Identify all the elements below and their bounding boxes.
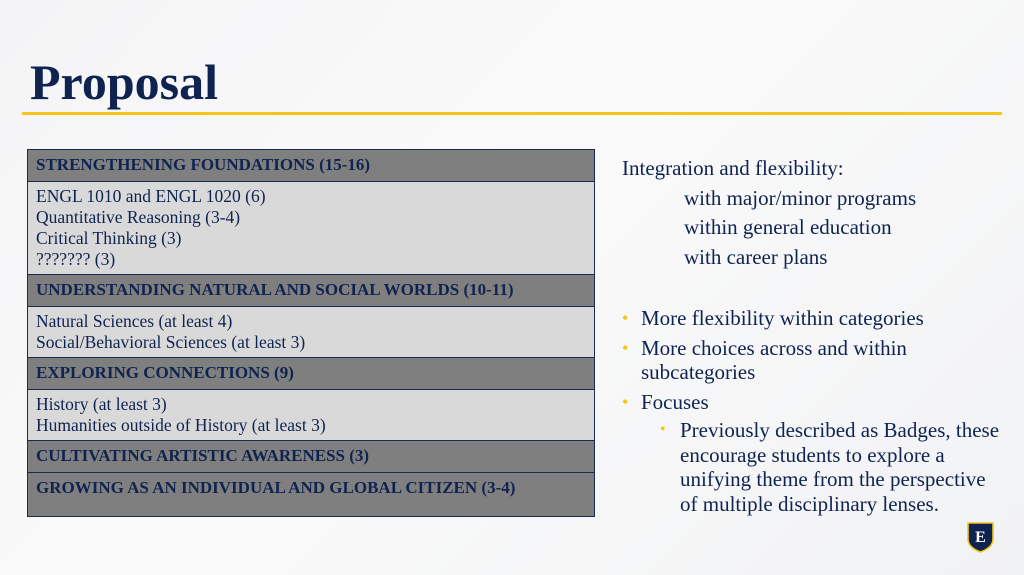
header-cell: CULTIVATING ARTISTIC AWARENESS (3) [28,441,595,473]
title-underline [22,112,1002,115]
sub-bullet-list [641,418,1002,516]
body-cell [28,307,595,358]
header-cell: GROWING AS AN INDIVIDUAL AND GLOBAL CITIZEN (3-4) [28,473,595,517]
shield-logo-icon [966,521,995,553]
header-cell: UNDERSTANDING NATURAL AND SOCIAL WORLDS (10-11) [28,275,595,307]
bullet-list [622,306,1002,516]
requirements-table [27,149,595,517]
course-line: ??????? (3) [36,249,116,269]
table-header-row [28,275,595,307]
table-body-row [28,182,595,275]
logo-letter: E [975,529,986,546]
right-text-panel [622,154,1002,521]
bullet-item [622,306,1002,331]
table-header-row [28,441,595,473]
table-body-row [28,307,595,358]
bullet-dot-icon: • [622,308,629,328]
bullet-text: More choices across and within subcategories [641,335,907,384]
course-line: Critical Thinking (3) [36,228,182,248]
course-line: ENGL 1010 and ENGL 1020 (6) [36,186,266,206]
bullet-dot-icon: • [622,337,629,358]
body-cell [28,390,595,441]
bullet-dot-icon: • [622,391,629,412]
course-line: History (at least 3) [36,394,167,414]
indented-line: with major/minor programs [684,185,917,210]
header-cell: EXPLORING CONNECTIONS (9) [28,358,595,390]
table-header-row [28,358,595,390]
course-line: Social/Behavioral Sciences (at least 3) [36,332,306,352]
bullet-text: Focuses [641,389,709,414]
bullet-dot-icon: • [660,421,666,438]
indented-line: with career plans [684,244,828,269]
sub-bullet-item [641,418,1002,516]
table-header-row [28,473,595,517]
course-line: Quantitative Reasoning (3-4) [36,207,241,227]
course-line: Natural Sciences (at least 4) [36,311,233,331]
bullet-item [622,336,1002,385]
table-header-row [28,150,595,182]
sub-bullet-text: Previously described as Badges, these encourage students to explore a unifying theme from the perspective of multiple disciplinary lenses. [680,418,1000,516]
bullet-item [622,390,1002,517]
slide-title: Proposal [30,54,218,110]
intro-line: Integration and flexibility: [622,156,844,180]
indented-line: within general education [684,215,892,239]
bullet-text: More flexibility within categories [641,306,924,330]
course-line: Humanities outside of History (at least 3) [36,415,326,435]
body-cell [28,182,595,275]
header-cell: STRENGTHENING FOUNDATIONS (15-16) [28,150,595,182]
table-body-row [28,390,595,441]
